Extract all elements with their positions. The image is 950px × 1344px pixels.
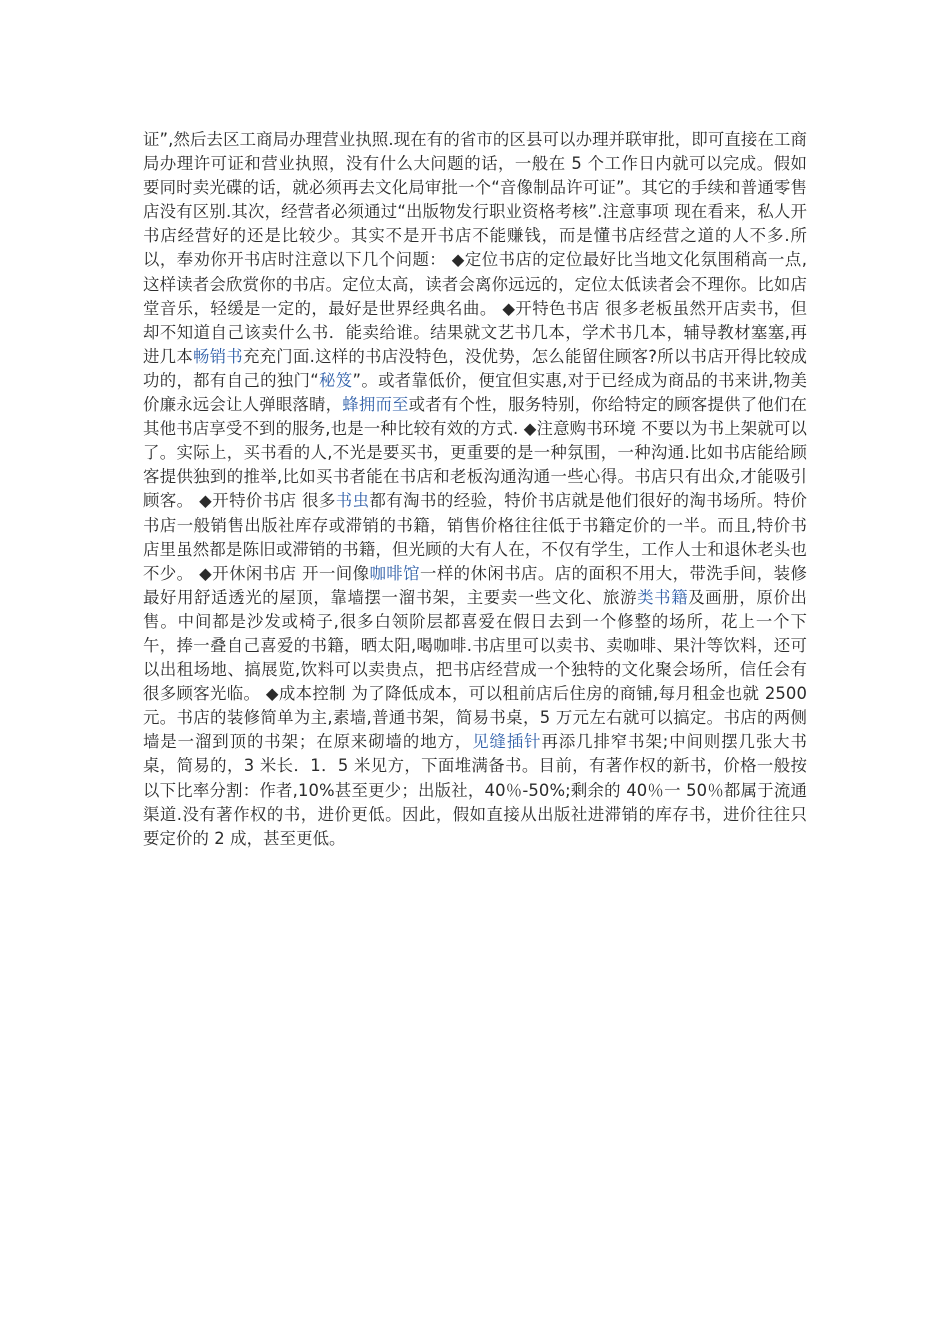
text-segment: 及画册，原价出售。中间都是沙发或椅子,很多白领阶层都喜爱在假日去到一个修整的场所，花上一个下午，捧一叠自己喜爱的书籍，晒太阳,喝咖啡.书店里可以卖书、卖咖啡、果汁等饮料，还可以出租场地、搞展览,饮料可以卖贵点，把书店经营成一个独特的文化聚会场所，信任会有很多顾客光临。 ◆成本控制 为了降低成本，可以租前店后住房的商铺,每月租金也就 2500 元。书店的装修简单为主,素墙,普通书架，简易书桌，5 万元左右就可以搞定。书店的两侧墙是一溜到顶的书架；在原来砌墙的地方， (143, 587, 807, 752)
link-secret-recipe[interactable]: 秘笈 (318, 370, 353, 390)
text-segment: 都有淘书的经验，特价书店就是他们很好的淘书场所。特价书店一般销售出版社库存或滞销的书籍，销售价格往往低于书籍定价的一半。而且,特价书店里虽然都是陈旧或滞销的书籍，但光顾的大有人在，不仅有学生，工作人士和退休老头也不少。 ◆开休闲书店 开一间像 (143, 491, 807, 583)
link-bestseller[interactable]: 畅销书 (192, 346, 243, 366)
text-segment: 或者有个性，服务特别，你给特定的顾客提供了他们在其他书店享受不到的服务,也是一种比较有效的方式. ◆注意购书环境 不要以为书上架就可以了。实际上，买书看的人,不光是要买书，更重要的是一种氛围，一种沟通.比如书店能给顾客提供独到的推举,比如买书者能在书店和老板沟通沟通一些心得。书店只有出众,才能吸引顾客。 ◆开特价书店 很多 (143, 395, 808, 511)
link-every-gap[interactable]: 见缝插针 (472, 732, 542, 752)
text-segment: 充充门面.这样的书店没特色，没优势，怎么能留住顾客?所以书店开得比较成功的，都有自己的独门“ (143, 346, 807, 390)
text-segment: 证”,然后去区工商局办理营业执照.现在有的省市的区县可以办理并联审批，即可直接在工商局办理许可证和营业执照，没有什么大问题的话，一般在 5 个工作日内就可以完成。假如要同时卖光碟的话，就必须再去文化局审批一个“音像制品许可证”。其它的手续和普通零售店没有区别.其次，经营者必须通过“出版物发行职业资格考核”.注意事项 现在看来，私人开书店经营好的还是比较少。其实不是开书店不能赚钱，而是懂书店经营之道的人不多.所以，奉劝你开书店时注意以下几个问题： ◆定位书店的定位最好比当地文化氛围稍高一点,这样读者会欣赏你的书店。定位太高，读者会离你远远的，定位太低读者会不理你。比如店堂音乐，轻缓是一定的，最好是世界经典名曲。 ◆开特色书店 很多老板虽然开店卖书，但却不知道自己该卖什么书．能卖给谁。结果就文艺书几本，学术书几本，辅导教材塞塞,再进几本 (143, 130, 807, 366)
link-bookworm[interactable]: 书虫 (335, 491, 370, 511)
link-book-category[interactable]: 类书籍 (637, 587, 689, 607)
text-segment: 再添几排窄书架;中间则摆几张大书桌，简易的，3 米长．1．5 米见方，下面堆满备书。目前，有著作权的新书，价格一般按以下比率分割：作者,10%甚至更少；出版社，40％-50%;剩余的 40％一 50％都属于流通渠道.没有著作权的书，进价更低。因此，假如直接从出版社进滞销的库存书，进价往往只要定价的 2 成，甚至更低。 (143, 732, 808, 848)
link-flock-in[interactable]: 蜂拥而至 (342, 395, 409, 415)
text-segment: 一样的休闲书店。店的面积不用大，带洗手间，装修最好用舒适透光的屋顶，靠墙摆一溜书架，主要卖一些文化、旅游 (143, 563, 807, 607)
document-body (143, 128, 807, 851)
text-segment: ”。或者靠低价，便宜但实惠,对于已经成为商品的书来讲,物美价廉永远会让人弹眼落睛， (143, 370, 808, 415)
body-paragraph (143, 128, 807, 851)
link-cafe[interactable]: 咖啡馆 (369, 563, 420, 583)
